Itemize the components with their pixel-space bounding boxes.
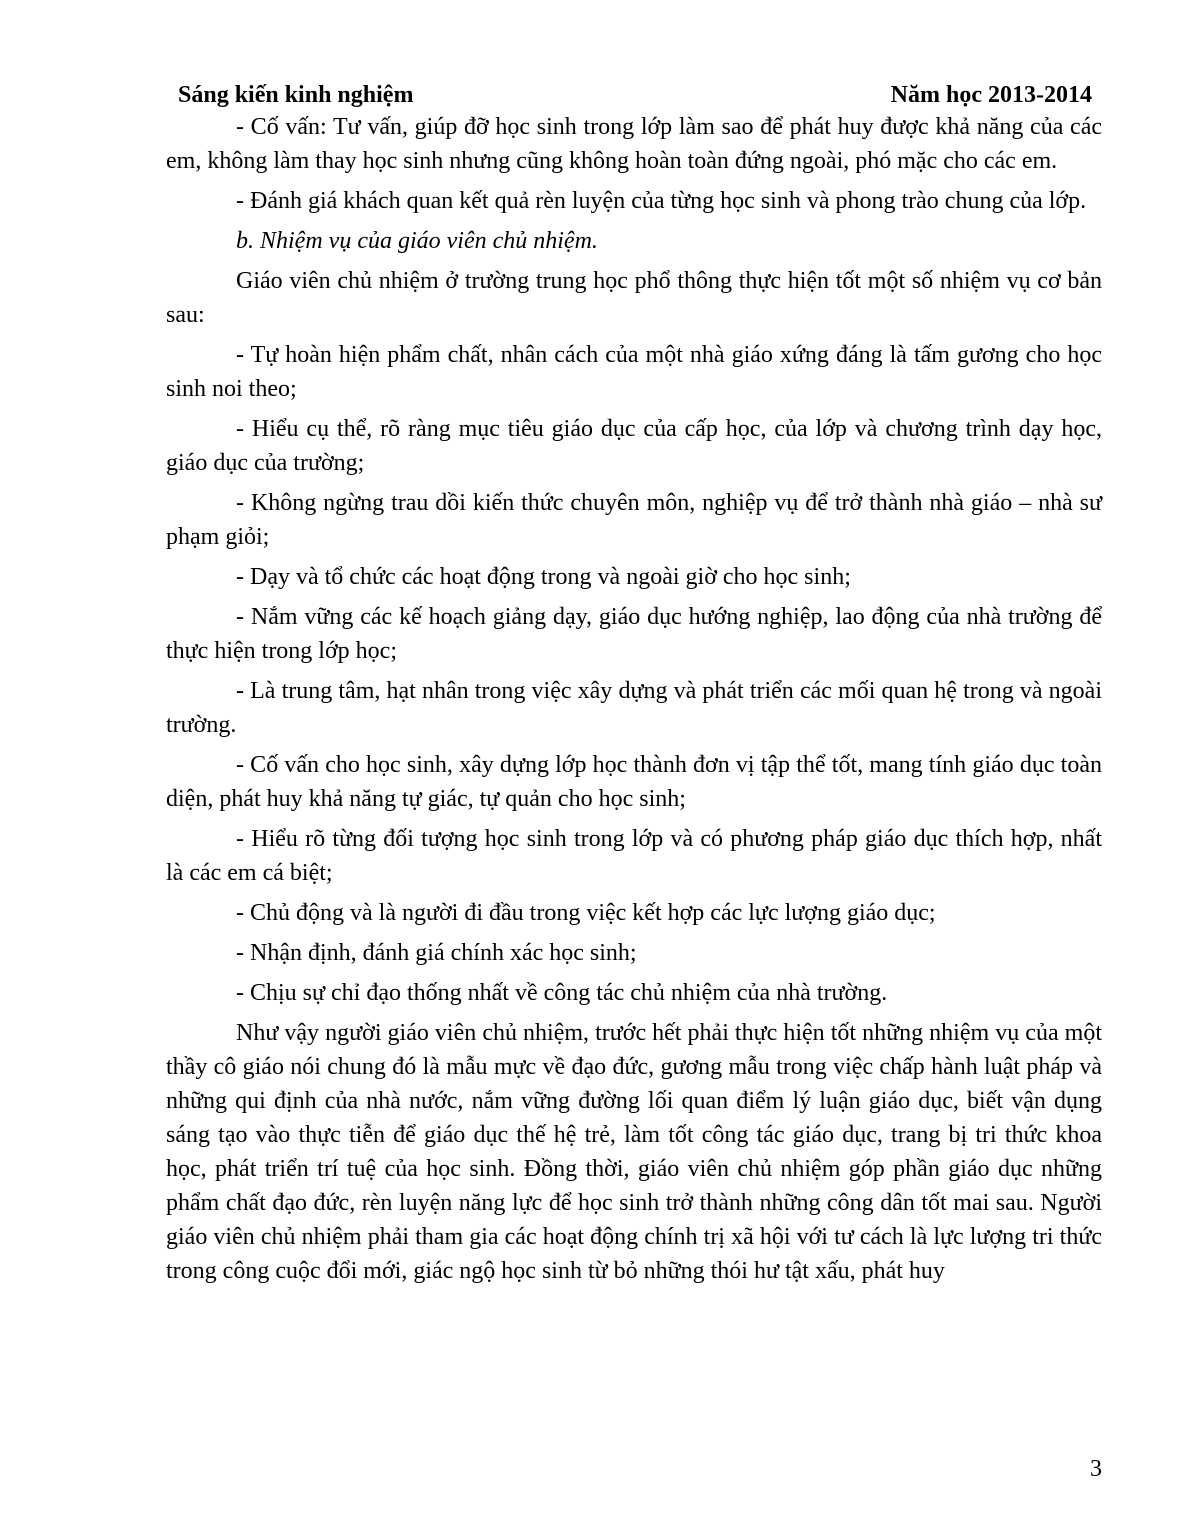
paragraph-intro: Giáo viên chủ nhiệm ở trường trung học phổ thông thực hiện tốt một số nhiệm vụ cơ bản sau: [166,268,1102,328]
page-header [178,78,1092,112]
list-item: - Hiểu rõ từng đối tượng học sinh trong lớp và có phương pháp giáo dục thích hợp, nhất là các em cá biệt; [166,826,1102,886]
list-item: - Chịu sự chỉ đạo thống nhất về công tác chủ nhiệm của nhà trường. [236,980,888,1006]
list-item: - Hiểu cụ thể, rõ ràng mục tiêu giáo dục của cấp học, của lớp và chương trình dạy học, giáo dục của trường; [166,416,1102,476]
list-item: - Nắm vững các kế hoạch giảng dạy, giáo dục hướng nghiệp, lao động của nhà trường để thực hiện trong lớp học; [166,604,1102,664]
list-item: - Cố vấn cho học sinh, xây dựng lớp học thành đơn vị tập thể tốt, mang tính giáo dục toàn diện, phát huy khả năng tự giác, tự quản cho học sinh; [166,752,1102,812]
list-item: - Chủ động và là người đi đầu trong việc kết hợp các lực lượng giáo dục; [236,900,936,926]
paragraph-conclusion: Như vậy người giáo viên chủ nhiệm, trước hết phải thực hiện tốt những nhiệm vụ của một thầy cô giáo nói chung đó là mẫu mực về đạo đức, gương mẫu trong việc chấp hành luật pháp và những qui định của nhà nước, nắm vững đường lối quan điểm lý luận giáo dục, biết vận dụng sáng tạo vào thực tiễn để giáo dục thế hệ trẻ, làm tốt công tác giáo dục, trang bị tri thức khoa học, phát triển trí tuệ của học sinh. Đồng thời, giáo viên chủ nhiệm góp phần giáo dục những phẩm chất đạo đức, rèn luyện năng lực để học sinh trở thành những công dân tốt mai sau. Người giáo viên chủ nhiệm phải tham gia các hoạt động chính trị xã hội với tư cách là lực lượng tri thức trong công cuộc đổi mới, giác ngộ học sinh từ bỏ những thói hư tật xấu, phát huy [166,1020,1102,1284]
paragraph-advisor: - Cố vấn: Tư vấn, giúp đỡ học sinh trong lớp làm sao để phát huy được khả năng của các em, không làm thay học sinh nhưng cũng không hoàn toàn đứng ngoài, phó mặc cho các em. [166,114,1102,174]
section-heading: b. Nhiệm vụ của giáo viên chủ nhiệm. [236,228,598,254]
page-number: 3 [1090,1456,1102,1482]
list-item: - Là trung tâm, hạt nhân trong việc xây dựng và phát triển các mối quan hệ trong và ngoài trường. [166,678,1102,738]
document-body [166,110,1102,1288]
list-item: - Dạy và tổ chức các hoạt động trong và ngoài giờ cho học sinh; [236,564,851,590]
header-school-year: Năm học 2013-2014 [890,82,1092,108]
header-title: Sáng kiến kinh nghiệm [178,82,414,108]
list-item: - Không ngừng trau dồi kiến thức chuyên môn, nghiệp vụ để trở thành nhà giáo – nhà sư phạm giỏi; [166,490,1102,550]
list-item: - Tự hoàn hiện phẩm chất, nhân cách của một nhà giáo xứng đáng là tấm gương cho học sinh noi theo; [166,342,1102,402]
list-item: - Nhận định, đánh giá chính xác học sinh; [236,940,637,966]
paragraph-evaluation: - Đánh giá khách quan kết quả rèn luyện của từng học sinh và phong trào chung của lớp. [236,188,1087,214]
